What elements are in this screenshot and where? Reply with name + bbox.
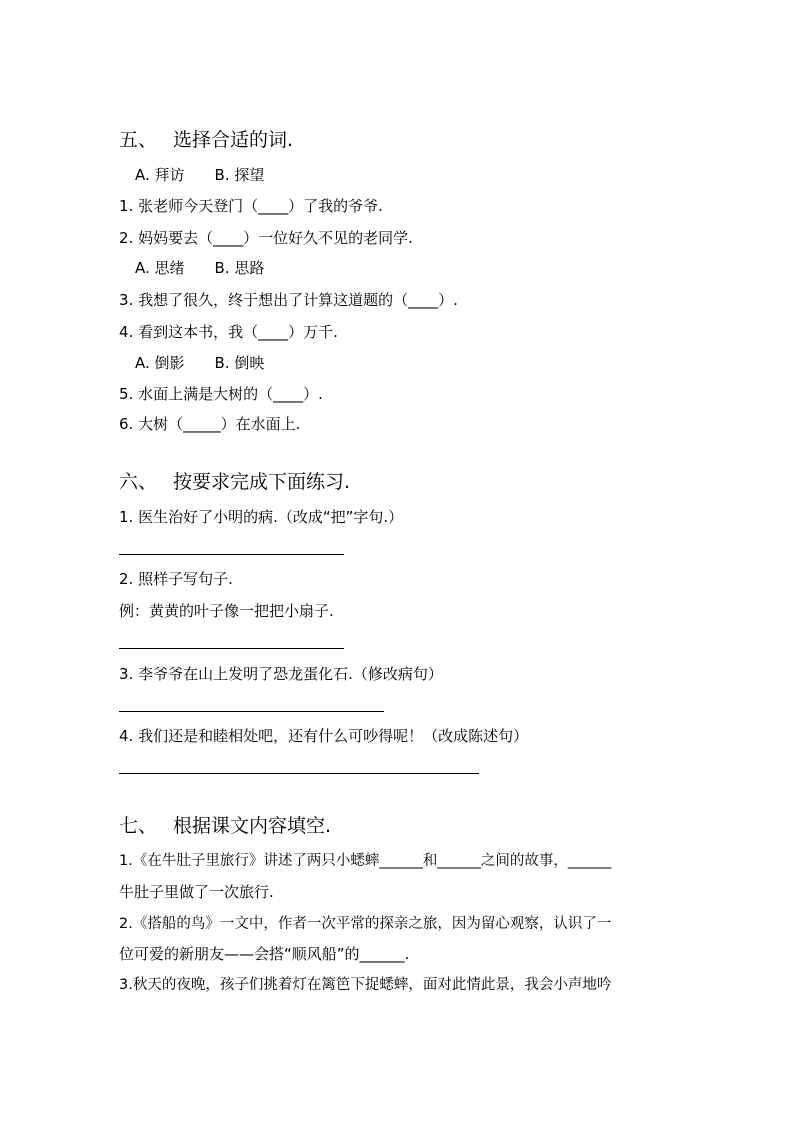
section-5-title: 选择合适的词. — [173, 129, 294, 151]
section-5-heading — [119, 127, 293, 153]
question-7-1-line-2: 牛肚子里做了一次旅行. — [119, 883, 274, 901]
question-7-2-line-2: 位可爱的新朋友——会搭“顺风船”的______. — [119, 945, 410, 963]
answer-line-6-3[interactable] — [119, 711, 384, 712]
question-7-1-line-1: 1.《在牛肚子里旅行》讲述了两只小蟋蟀______和______之间的故事，______ — [119, 853, 612, 869]
section-6-heading — [119, 469, 350, 495]
answer-line-6-2[interactable] — [119, 648, 344, 649]
options-group-2: A. 思绪 B. 思路 — [135, 259, 265, 277]
section-6-number: 六、 — [119, 471, 158, 493]
question-6-3: 3. 李爷爷在山上发明了恐龙蛋化石.（修改病句） — [119, 665, 443, 683]
question-7-2-line-1: 2.《搭船的鸟》一文中，作者一次平常的探亲之旅，因为留心观察，认识了一 — [119, 916, 612, 932]
section-5-number: 五、 — [119, 129, 158, 151]
question-6-4: 4. 我们还是和睦相处吧，还有什么可吵得呢！（改成陈述句） — [119, 727, 529, 745]
options-group-1: A. 拜访 B. 探望 — [135, 166, 265, 184]
question-6-2-example: 例：黄黄的叶子像一把把小扇子. — [119, 602, 334, 620]
section-7-title: 根据课文内容填空. — [173, 815, 332, 837]
answer-line-6-4[interactable] — [119, 773, 479, 774]
question-5-2: 2. 妈妈要去（____）一位好久不见的老同学. — [119, 229, 413, 247]
section-6-title: 按要求完成下面练习. — [173, 471, 351, 493]
question-5-1: 1. 张老师今天登门（____）了我的爷爷. — [119, 197, 383, 215]
question-6-1: 1. 医生治好了小明的病.（改成“把”字句.） — [119, 508, 404, 526]
question-7-3-line-1: 3.秋天的夜晚，孩子们挑着灯在篱笆下捉蟋蟀，面对此情此景，我会小声地吟 — [119, 977, 612, 993]
question-5-5: 5. 水面上满是大树的（____）. — [119, 385, 323, 403]
options-group-3: A. 倒影 B. 倒映 — [135, 354, 265, 372]
answer-line-6-1[interactable] — [119, 554, 344, 555]
question-5-6: 6. 大树（_____）在水面上. — [119, 415, 301, 433]
question-6-2: 2. 照样子写句子. — [119, 570, 233, 588]
section-7-heading — [119, 813, 331, 839]
question-5-4: 4. 看到这本书，我（____）万千. — [119, 323, 338, 341]
question-5-3: 3. 我想了很久，终于想出了计算这道题的（____）. — [119, 291, 458, 309]
section-7-number: 七、 — [119, 815, 158, 837]
